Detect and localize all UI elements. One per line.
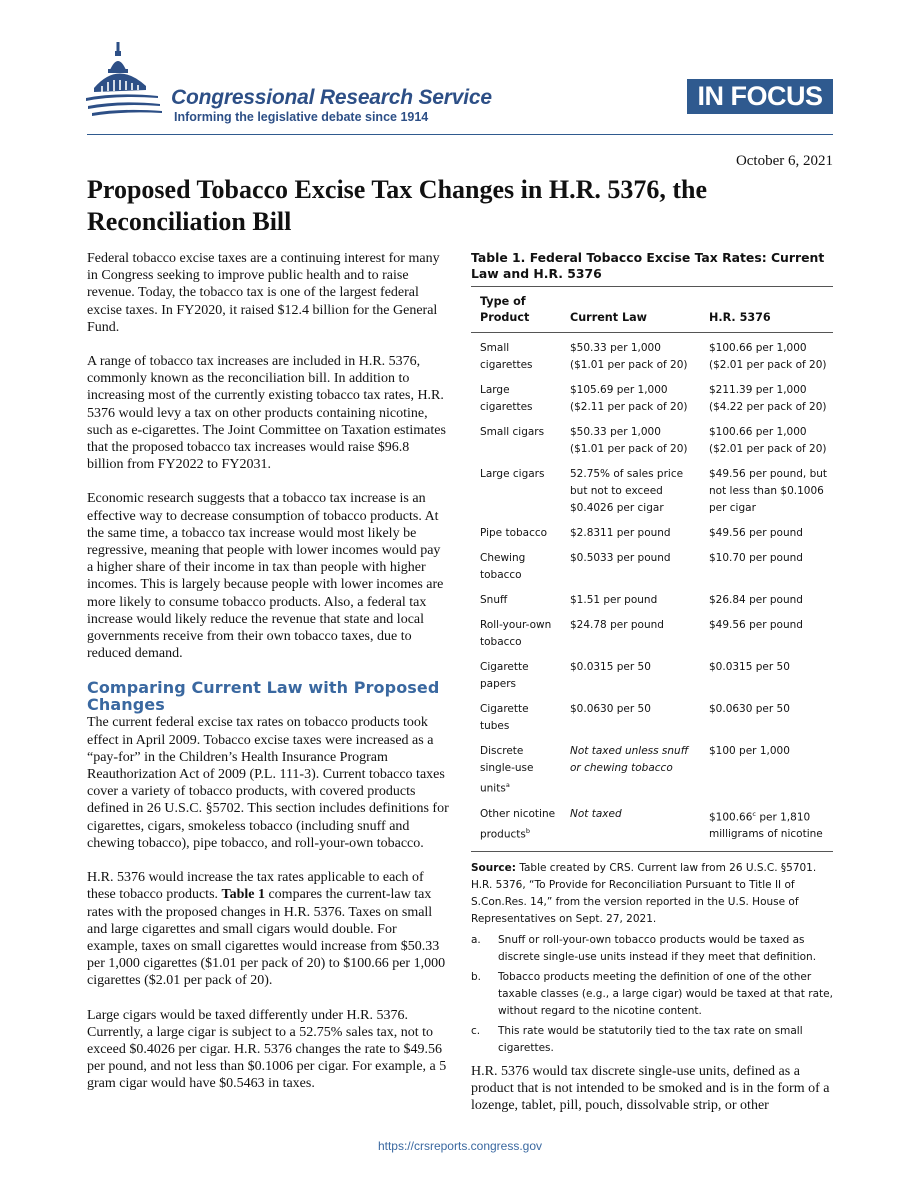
product-cell: Roll-your-own tobacco <box>480 619 552 648</box>
section-heading: Comparing Current Law with Proposed Changes <box>87 678 440 715</box>
in-focus-badge: IN FOCUS <box>687 79 833 114</box>
product-cell: Cigarette papers <box>480 661 529 690</box>
product-cell: Pipe tobacco <box>480 527 548 539</box>
product-cell: Large cigarettes <box>480 384 533 413</box>
note-text: This rate would be statutorily tied to the tax rate on small cigarettes. <box>498 1025 803 1054</box>
footer-link[interactable]: https://crsreports.congress.gov <box>377 1139 543 1153</box>
table-row <box>471 743 833 806</box>
current-law-cell: $50.33 per 1,000 ($1.01 per pack of 20) <box>570 426 688 455</box>
product-cell: Chewing tobacco <box>480 552 526 581</box>
source-text: Table created by CRS. Current law from 26 U.S.C. §5701. H.R. 5376, “To Provide for Reconciliation Pursuant to Title II of S.Con.Res. 14,” from the version reported in the U.S. House of Representatives on Sept. 27, 2021. <box>471 862 817 925</box>
table-note <box>471 932 833 966</box>
current-law-cell: $0.0630 per 50 <box>570 703 651 715</box>
header-divider <box>87 134 833 135</box>
note-label: b. <box>471 971 482 983</box>
note-label: a. <box>471 934 481 946</box>
product-text: Discrete single-use units <box>480 745 534 795</box>
product-cell: Large cigars <box>480 468 545 480</box>
note-text: Tobacco products meeting the definition of one of the other taxable classes (e.g., a large cigar) would be taxed at that rate, without regard to the nicotine content. <box>498 971 833 1017</box>
current-law-cell: $2.8311 per pound <box>570 527 671 539</box>
current-law-cell: $1.51 per pound <box>570 594 658 606</box>
footnote-marker: c <box>752 809 756 818</box>
paragraph: Federal tobacco excise taxes are a continuing interest for many in Congress seeking to improve public health and to raise revenue. Today, the tobacco tax is one of the largest federal excise taxes. In FY2020, it raised $12.4 billion for the General Fund. <box>87 251 440 335</box>
proposed-cell: $49.56 per pound, but not less than $0.1006 per cigar <box>709 468 828 514</box>
proposed-cell: $100.66 per 1,000 ($2.01 per pack of 20) <box>709 342 827 371</box>
source-label: Source: <box>471 862 516 874</box>
proposed-cell: $211.39 per 1,000 ($4.22 per pack of 20) <box>709 384 827 413</box>
paragraph: The current federal excise tax rates on tobacco products took effect in April 2009. Tobacco excise taxes were increased as a “pay-for” in the Children’s Health Insurance Program Reauthorization Act of 2009 (P.L. 111-3). Current tobacco taxes cover a variety of tobacco products, with covered products defined in 26 U.S.C. §5702. This section includes definitions for cigarettes, cigars, smokeless tobacco (including snuff and chewing tobacco), pipe tobacco, and roll-your-own tobacco. <box>87 715 449 851</box>
proposed-cell: $49.56 per pound <box>709 527 803 539</box>
note-text: Snuff or roll-your-own tobacco products would be taxed as discrete single-use units instead if they meet that definition. <box>498 934 817 963</box>
tax-rate-table <box>471 286 833 852</box>
paragraph: Economic research suggests that a tobacco tax increase is an effective way to decrease consumption of tobacco products. At the same time, a tobacco tax increase would most likely be regressive, meaning that people with lower incomes would pay a higher share of their income in tax than people with higher incomes. This is largely because people with lower incomes are more likely to consume tobacco products. Also, a federal tax increase would likely reduce the revenue that state and local governments receive from their own tobacco taxes, due to reduced demand. <box>87 491 444 662</box>
table-row <box>471 333 833 383</box>
current-law-cell <box>561 743 700 806</box>
left-column <box>87 250 449 1110</box>
proposed-cell: $0.0630 per 50 <box>709 703 790 715</box>
proposed-cell <box>700 806 833 852</box>
org-tagline: Informing the legislative debate since 1914 <box>174 110 429 124</box>
proposed-text: $100.66 <box>709 811 753 823</box>
proposed-cell: $10.70 per pound <box>709 552 803 564</box>
text-run: H.R. 5376 would increase the tax rates applicable to each of these tobacco products. <box>87 870 424 903</box>
proposed-text: per 1,810 milligrams of nicotine <box>709 811 823 840</box>
table-title: Table 1. Federal Tobacco Excise Tax Rates: Current Law and H.R. 5376 <box>471 250 825 281</box>
table-row <box>471 592 833 617</box>
italic-value: Not taxed <box>570 807 622 820</box>
product-cell: Cigarette tubes <box>480 703 529 732</box>
capitol-dome-logo <box>86 40 164 118</box>
product-cell: Small cigars <box>480 426 545 438</box>
table-notes <box>471 932 833 1057</box>
current-law-cell: $50.33 per 1,000 ($1.01 per pack of 20) <box>570 342 688 371</box>
paragraph: Large cigars would be taxed differently under H.R. 5376. Currently, a large cigar is subject to a 52.75% sales tax, not to exceed $0.4026 per cigar. H.R. 5376 changes the rate to $49.56 per pound, and not less than $0.1006 per cigar. For example, a 5 gram cigar would have $0.5463 in taxes. <box>87 1007 447 1092</box>
table-reference: Table 1 <box>221 887 265 903</box>
proposed-cell: $0.0315 per 50 <box>709 661 790 673</box>
publication-date: October 6, 2021 <box>735 153 833 169</box>
current-law-cell: $24.78 per pound <box>570 619 664 631</box>
paragraph: H.R. 5376 would tax discrete single-use units, defined as a product that is not intended to be smoked and is in the form of a lozenge, tablet, pill, pouch, dissolvable strip, or other <box>471 1064 830 1114</box>
table-row <box>471 659 833 701</box>
paragraph: A range of tobacco tax increases are included in H.R. 5376, commonly known as the reconciliation bill. In addition to increasing most of the currently existing tobacco tax rates, H.R. 5376 would levy a tax on other products containing nicotine, such as e-cigarettes. The Joint Committee on Taxation estimates that the proposed tobacco tax increases would raise $96.8 billion from FY2022 to FY2031. <box>87 354 446 473</box>
italic-value: Not taxed unless snuff or chewing tobacco <box>570 745 689 774</box>
table-row <box>471 525 833 550</box>
product-cell <box>471 743 561 806</box>
org-name: Congressional Research Service <box>171 86 492 109</box>
current-law-cell <box>561 806 700 852</box>
text-run: compares the current-law tax rates with the proposed changes in H.R. 5376. Taxes on small and large cigarettes and small cigars would double. For example, taxes on small cigarettes would increase from $50.33 per 1,000 cigarettes ($1.01 per pack of 20) to $100.66 per 1,000 cigarettes ($2.01 per pack of 20). <box>87 887 446 989</box>
product-text: Other nicotine products <box>480 807 556 840</box>
right-column <box>471 250 833 1115</box>
product-cell: Small cigarettes <box>480 342 533 371</box>
table-row <box>471 466 833 525</box>
proposed-cell: $100 per 1,000 <box>709 745 790 757</box>
table-row <box>471 617 833 659</box>
current-law-cell: $0.5033 per pound <box>570 552 671 564</box>
table-row <box>471 424 833 466</box>
paragraph <box>87 869 449 989</box>
product-cell: Snuff <box>480 594 508 606</box>
header <box>0 0 920 140</box>
proposed-cell: $26.84 per pound <box>709 594 803 606</box>
page-title: Proposed Tobacco Excise Tax Changes in H.R. 5376, the Reconciliation Bill <box>87 175 708 236</box>
column-header: Current Law <box>561 287 700 333</box>
proposed-cell: $49.56 per pound <box>709 619 803 631</box>
current-law-cell: 52.75% of sales price but not to exceed $0.4026 per cigar <box>570 468 684 514</box>
table-note <box>471 1023 833 1057</box>
proposed-cell: $100.66 per 1,000 ($2.01 per pack of 20) <box>709 426 827 455</box>
table-note <box>471 969 833 1020</box>
column-header: Type of Product <box>471 287 561 333</box>
table-row <box>471 701 833 743</box>
table-row <box>471 382 833 424</box>
current-law-cell: $0.0315 per 50 <box>570 661 651 673</box>
footnote-marker: a <box>505 781 510 789</box>
product-cell <box>471 806 561 852</box>
table-header-row <box>471 287 833 333</box>
column-header: H.R. 5376 <box>700 287 833 333</box>
footnote-marker: b <box>525 826 530 835</box>
table-row <box>471 550 833 592</box>
note-label: c. <box>471 1025 481 1037</box>
table-source <box>471 860 833 928</box>
table-row <box>471 806 833 852</box>
current-law-cell: $105.69 per 1,000 ($2.11 per pack of 20) <box>570 384 688 413</box>
